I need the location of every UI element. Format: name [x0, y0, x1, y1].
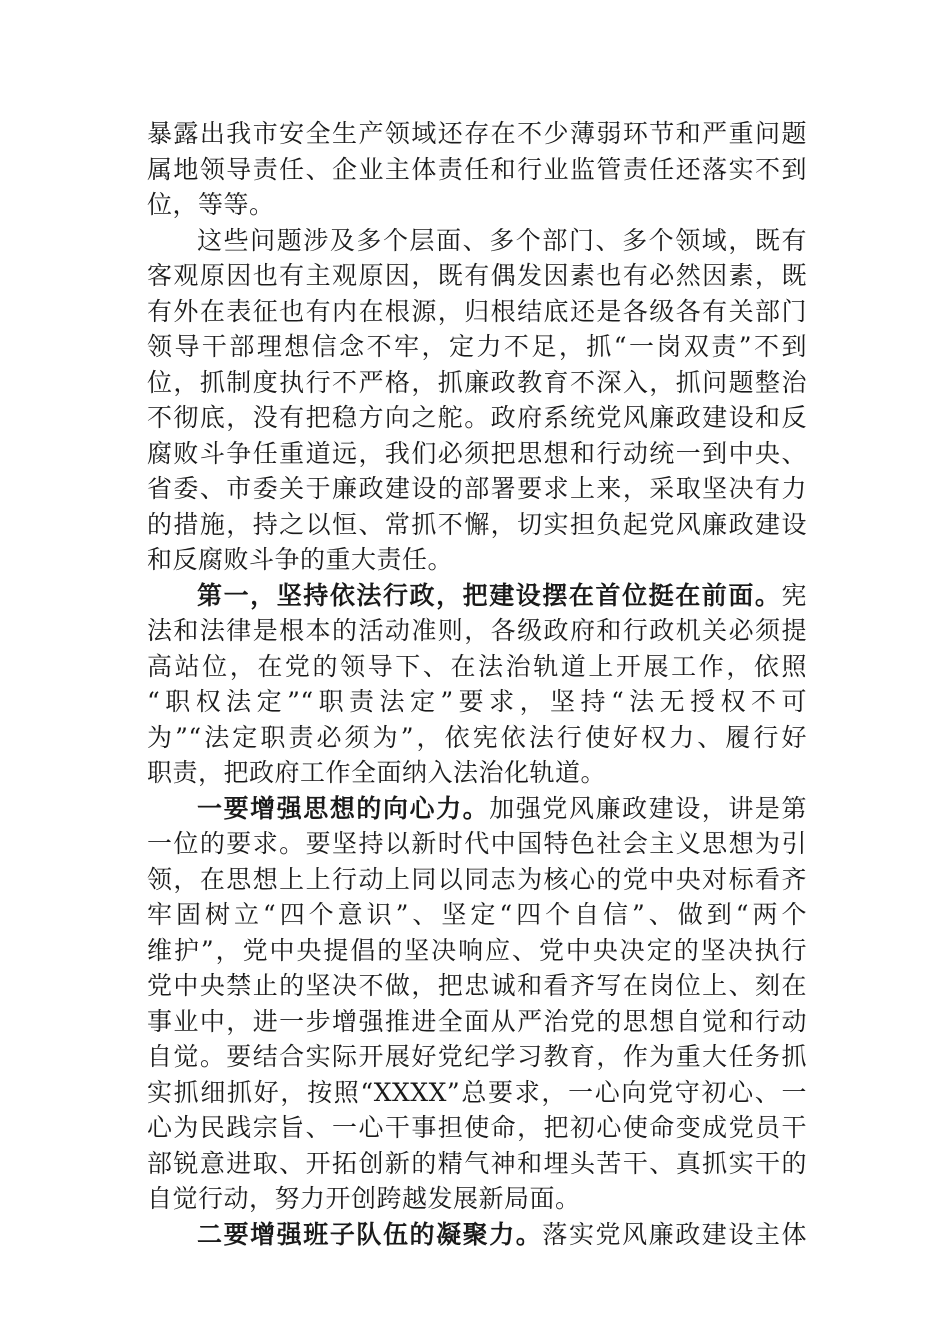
text-line: 法和法律是根本的活动准则，各级政府和行政机关必须提 — [147, 616, 807, 645]
text-line: 实抓细抓好，按照“XXXX”总要求，一心向党守初心、一 — [147, 1077, 807, 1107]
text-run: 加强党风廉政建设，讲是第 — [489, 793, 807, 823]
text-line: 自觉行动，努力开创跨越发展新局面。 — [147, 1184, 581, 1213]
text-line: 一位的要求。要坚持以新时代中国特色社会主义思想为引 — [147, 829, 807, 858]
text-line: 自觉。要结合实际开展好党纪学习教育，作为重大任务抓 — [147, 1042, 807, 1071]
text-line: 位，等等。 — [147, 190, 275, 219]
text-line: 有外在表征也有内在根源，归根结底还是各级各有关部门 — [147, 296, 807, 326]
subsection-heading: 二要增强班子队伍的凝聚力。 — [197, 1219, 543, 1249]
text-line: 党中央禁止的坚决不做，把忠诚和看齐写在岗位上、刻在 — [147, 971, 807, 1000]
text-line: 事业中，进一步增强推进全面从严治党的思想自觉和行动 — [147, 1006, 807, 1036]
text-run: 宪 — [781, 580, 807, 610]
section-heading-line — [147, 578, 807, 614]
text-line: 省委、市委关于廉政建设的部署要求上来，采取坚决有力 — [147, 474, 807, 503]
subsection-heading: 一要增强思想的向心力。 — [197, 793, 490, 823]
body-text — [147, 116, 807, 1252]
text-line: 维护”，党中央提倡的坚决响应、党中央决定的坚决执行 — [147, 935, 807, 965]
text-line: 的措施，持之以恒、常抓不懈，切实担负起党风廉政建设 — [147, 509, 807, 539]
text-line: 为”“法定职责必须为”，依宪依法行使好权力、履行好 — [147, 722, 807, 752]
text-line: 和反腐败斗争的重大责任。 — [147, 545, 454, 574]
text-line: 领，在思想上上行动上同以同志为核心的党中央对标看齐 — [147, 864, 807, 894]
section-heading: 第一，坚持依法行政，把建设摆在首位挺在前面。 — [197, 580, 782, 610]
text-line: 腐败斗争任重道远，我们必须把思想和行动统一到中央、 — [147, 438, 807, 468]
text-run: 落实党风廉政建设主体 — [542, 1219, 807, 1249]
text-line: “职权法定”“职责法定”要求，坚持“法无授权不可 — [147, 687, 807, 716]
text-line: 暴露出我市安全生产领域还存在不少薄弱环节和严重问题 — [147, 119, 807, 148]
text-line: 属地领导责任、企业主体责任和行业监管责任还落实不到 — [147, 154, 807, 184]
text-line: 位，抓制度执行不严格，抓廉政教育不深入，抓问题整治 — [147, 367, 807, 397]
text-line: 职责，把政府工作全面纳入法治化轨道。 — [147, 758, 607, 787]
text-line: 牢固树立“四个意识”、坚定“四个自信”、做到“两个 — [147, 900, 807, 929]
subsection-heading-line — [147, 1217, 807, 1253]
text-line: 领导干部理想信念不牢，定力不足，抓“一岗双责”不到 — [147, 332, 807, 361]
text-line: 高站位，在党的领导下、在法治轨道上开展工作，依照 — [147, 651, 807, 681]
text-line: 客观原因也有主观原因，既有偶发因素也有必然因素，既 — [147, 261, 807, 290]
text-line: 这些问题涉及多个层面、多个部门、多个领域，既有 — [197, 225, 807, 255]
text-line: 心为民践宗旨、一心干事担使命，把初心使命变成党员干 — [147, 1113, 807, 1142]
text-line: 部锐意进取、开拓创新的精气神和埋头苦干、真抓实干的 — [147, 1148, 807, 1178]
text-line: 不彻底，没有把稳方向之舵。政府系统党风廉政建设和反 — [147, 403, 807, 432]
subsection-heading-line — [147, 791, 807, 827]
